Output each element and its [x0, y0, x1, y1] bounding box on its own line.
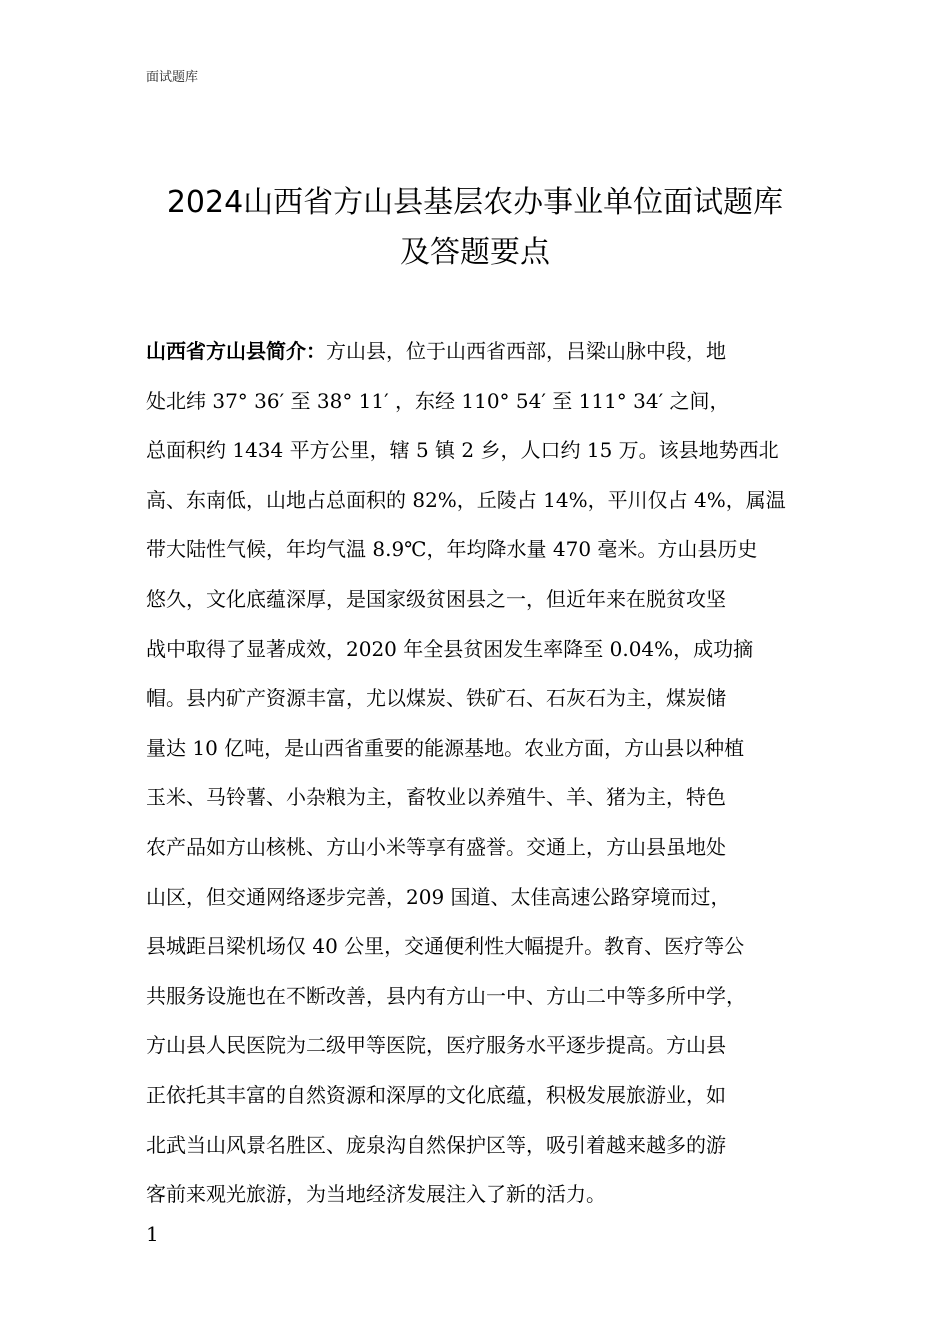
title-line-2: 及答题要点 [400, 235, 550, 270]
intro-line: 量达 10 亿吨，是山西省重要的能源基地。农业方面，方山县以种植 [146, 735, 745, 760]
running-header: 面试题库 [146, 70, 199, 85]
intro-line: 农产品如方山核桃、方山小米等享有盛誉。交通上，方山县虽地处 [146, 834, 726, 859]
intro-line: 战中取得了显著成效，2020 年全县贫困发生率降至 0.04%，成功摘 [146, 636, 754, 661]
intro-line: 共服务设施也在不断改善，县内有方山一中、方山二中等多所中学， [146, 983, 746, 1008]
page-number: 1 [146, 1222, 159, 1246]
title-line-1: 2024山西省方山县基层农办事业单位面试题库 [166, 185, 784, 220]
intro-line: 正依托其丰富的自然资源和深厚的文化底蕴，积极发展旅游业，如 [146, 1082, 726, 1107]
intro-line: 悠久，文化底蕴深厚，是国家级贫困县之一，但近年来在脱贫攻坚 [146, 586, 726, 611]
intro-text: 方山县，位于山西省西部，吕梁山脉中段，地 [326, 339, 726, 363]
intro-line: 处北纬 37° 36′ 至 38° 11′ ，东经 110° 54′ 至 111° 34′ 之间， [146, 388, 730, 413]
intro-line: 帽。县内矿产资源丰富，尤以煤炭、铁矿石、石灰石为主，煤炭储 [146, 686, 726, 711]
intro-line: 山区，但交通网络逐步完善，209 国道、太佳高速公路穿境而过， [146, 884, 731, 909]
intro-line: 北武当山风景名胜区、庞泉沟自然保护区等，吸引着越来越多的游 [146, 1132, 726, 1157]
document-title [100, 178, 850, 278]
intro-line: 带大陆性气候，年均气温 8.9℃，年均降水量 470 毫米。方山县历史 [146, 537, 758, 562]
intro-line: 玉米、马铃薯、小杂粮为主，畜牧业以养殖牛、羊、猪为主，特色 [146, 785, 726, 810]
intro-lead: 山西省方山县简介： [146, 339, 326, 363]
intro-line: 方山县人民医院为二级甲等医院，医疗服务水平逐步提高。方山县 [146, 1033, 726, 1058]
county-introduction [146, 327, 816, 1220]
intro-line: 总面积约 1434 平方公里，辖 5 镇 2 乡，人口约 15 万。该县地势西北 [146, 438, 779, 463]
intro-line: 客前来观光旅游，为当地经济发展注入了新的活力。 [146, 1182, 606, 1207]
intro-line [146, 327, 816, 377]
intro-line: 县城距吕梁机场仅 40 公里，交通便利性大幅提升。教育、医疗等公 [146, 934, 745, 959]
intro-line: 高、东南低，山地占总面积的 82%，丘陵占 14%，平川仅占 4%，属温 [146, 487, 786, 512]
